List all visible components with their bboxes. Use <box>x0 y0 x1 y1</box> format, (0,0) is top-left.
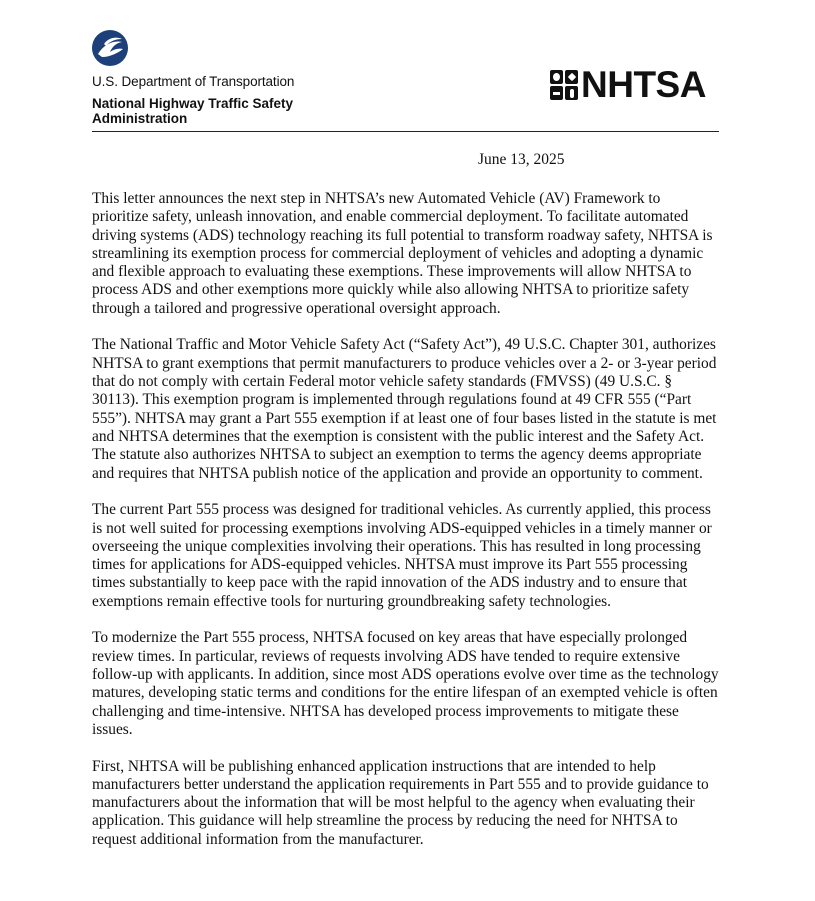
body-paragraph: The current Part 555 process was designed for traditional vehicles. As currently applied, this process is not well suited for processing exemptions involving ADS-equipped vehicles in a timely manner or overseeing the unique complexities involving their operations. This has resulted in long processing times for applications for ADS-equipped vehicles. NHTSA must improve its Part 555 processing times substantially to keep pace with the rapid innovation of the ADS industry and to ensure that exemptions remain effective tools for nurturing groundbreaking safety technologies. <box>92 501 712 610</box>
letter-body <box>92 190 719 867</box>
dot-logo-icon <box>92 30 128 66</box>
body-paragraph: First, NHTSA will be publishing enhanced application instructions that are intended to help manufacturers better understand the application requirements in Part 555 and to provide guidance to manufacturers about the information that will be most helpful to the agency when evaluating their application. This guidance will help streamline the process by reducing the need for NHTSA to request additional information from the manufacturer. <box>92 757 709 848</box>
body-paragraph: The National Traffic and Motor Vehicle Safety Act (“Safety Act”), 49 U.S.C. Chapter 301, authorizes NHTSA to grant exemptions that permit manufacturers to produce vehicles over a 2- or 3-year period that do not comply with certain Federal motor vehicle safety standards (FMVSS) (49 U.S.C. § 30113). This exemption program is implemented through regulations found at 49 CFR 555 (“Part 555”). NHTSA may grant a Part 555 exemption if at least one of four bases listed in the statute is met and NHTSA determines that the exemption is consistent with the public interest and the Safety Act. The statute also authorizes NHTSA to subject an exemption to terms the agency deems appropriate and requires that NHTSA publish notice of the application and provide an opportunity to comment. <box>92 336 717 482</box>
department-name: U.S. Department of Transportation <box>92 74 295 89</box>
agency-name-line2: Administration <box>92 111 188 126</box>
nhtsa-safety-icons <box>550 70 578 100</box>
agency-name <box>92 96 352 126</box>
steering-wheel-icon <box>550 70 563 84</box>
agency-name-line1: National Highway Traffic Safety <box>92 96 294 111</box>
nhtsa-logo <box>550 64 706 105</box>
pedestrian-icon <box>565 86 578 100</box>
road-icon <box>550 86 563 100</box>
body-paragraph: To modernize the Part 555 process, NHTSA focused on key areas that have especially prolonged review times. In particular, reviews of requests involving ADS have tended to require extensive follow-up with applicants. In addition, since most ADS operations evolve over time as the technology matures, developing static terms and conditions for the entire lifespan of an exempted vehicle is often challenging and time-intensive. NHTSA has developed process improvements to mitigate these issues. <box>92 629 719 738</box>
vehicle-icon <box>565 70 578 84</box>
nhtsa-logo-text: NHTSA <box>581 64 706 105</box>
letter-date: June 13, 2025 <box>478 151 565 168</box>
header-divider <box>92 131 719 132</box>
body-paragraph: This letter announces the next step in NHTSA’s new Automated Vehicle (AV) Framework to prioritize safety, unleash innovation, and enable commercial deployment. To facilitate automated driving systems (ADS) technology reaching its full potential to transform roadway safety, NHTSA is streamlining its exemption process for commercial deployment of vehicles and adopting a dynamic and flexible approach to evaluating these exemptions. These improvements will allow NHTSA to process ADS and other exemptions more quickly while also allowing NHTSA to prioritize safety through a tailored and progressive operational oversight approach. <box>92 190 713 317</box>
